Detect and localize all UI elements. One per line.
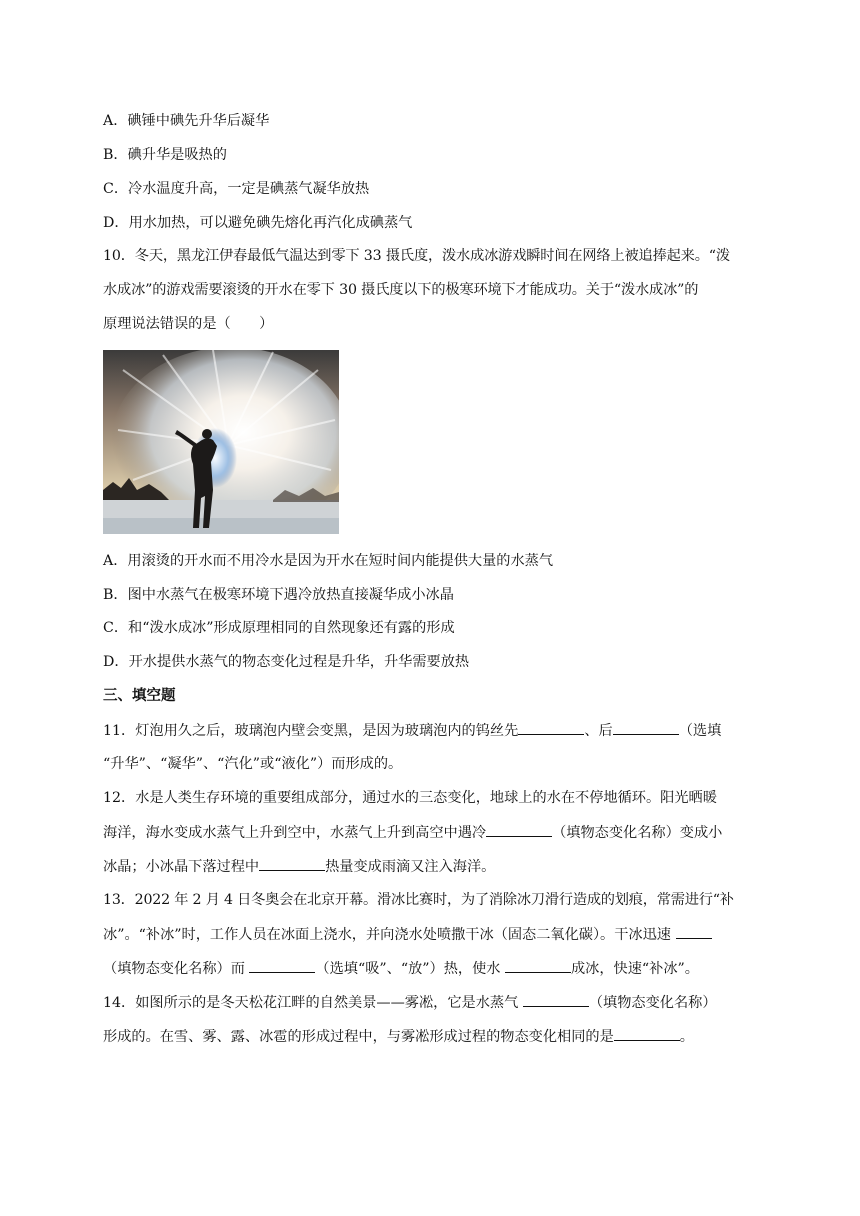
q12-line3 xyxy=(103,856,495,877)
q13-line3 xyxy=(103,958,699,979)
q11-line1 xyxy=(103,720,721,741)
q10-option-c: C．和“泼水成冰”形成原理相同的自然现象还有露的形成 xyxy=(103,620,455,636)
splash-ice-photo xyxy=(103,350,339,534)
q14-line1 xyxy=(103,992,717,1013)
q10-option-b: B．图中水蒸气在极寒环境下遇冷放热直接凝华成小冰晶 xyxy=(103,587,454,603)
splash-ice-photo-image xyxy=(103,350,339,534)
q12-blank-2[interactable] xyxy=(259,856,325,871)
q14-text-2: （填物态变化名称） xyxy=(588,995,717,1011)
q11-text-1: 11．灯泡用久之后，玻璃泡内壁会变黑，是因为玻璃泡内的钨丝先 xyxy=(103,723,519,739)
q12-text-4: 热量变成雨滴又注入海洋。 xyxy=(325,859,496,875)
q9-option-d: D．用水加热，可以避免碘先熔化再汽化成碘蒸气 xyxy=(103,215,413,231)
q10-option-d: D．开水提供水蒸气的物态变化过程是升华，升华需要放热 xyxy=(103,654,470,670)
q11-blank-1[interactable] xyxy=(518,720,584,735)
q14-line2 xyxy=(103,1026,694,1047)
q12-line2 xyxy=(103,822,722,843)
q13-line2 xyxy=(103,924,712,945)
q13-text-3: （选填“吸”、“放”）热，使水 xyxy=(315,961,505,977)
q14-blank-2[interactable] xyxy=(614,1026,680,1041)
q14-text-3: 形成的。在雪、雾、露、冰雹的形成过程中，与雾凇形成过程的物态变化相同的是 xyxy=(103,1029,614,1045)
q14-blank-1[interactable] xyxy=(523,992,589,1007)
q12-text-1: 海洋，海水变成水蒸气上升到空中，水蒸气上升到高空中遇冷 xyxy=(103,825,487,841)
q13-text-2: （填物态变化名称）而 xyxy=(103,961,250,977)
q13-blank-2[interactable] xyxy=(249,958,315,973)
q12-text-2: （填物态变化名称）变成小 xyxy=(552,825,723,841)
q11-text-2: 、后 xyxy=(584,723,613,739)
q10-stem-line1: 10．冬天，黑龙江伊春最低气温达到零下 33 摄氏度，泼水成冰游戏瞬时间在网络上被追捧起来。“泼 xyxy=(103,248,730,264)
q10-stem-line3: 原理说法错误的是（ ） xyxy=(103,316,274,332)
q13-line1: 13．2022 年 2 月 4 日冬奥会在北京开幕。滑冰比赛时，为了消除冰刀滑行造成的划痕，常需进行“补 xyxy=(103,892,734,908)
q13-blank-3[interactable] xyxy=(505,958,571,973)
q13-blank-1[interactable] xyxy=(676,924,712,939)
q9-option-b: B．碘升华是吸热的 xyxy=(103,147,227,163)
q11-text-3: （选填 xyxy=(678,723,722,739)
q13-text-4: 成冰，快速“补冰”。 xyxy=(570,961,699,977)
q14-text-1: 14．如图所示的是冬天松花江畔的自然美景——雾凇，它是水蒸气 xyxy=(103,995,523,1011)
section-title-fill-in: 三、填空题 xyxy=(103,688,176,704)
q10-option-a: A．用滚烫的开水而不用冷水是因为开水在短时间内能提供大量的水蒸气 xyxy=(103,553,554,569)
q12-blank-1[interactable] xyxy=(486,822,552,837)
q10-stem-line2: 水成冰”的游戏需要滚烫的开水在零下 30 摄氏度以下的极寒环境下才能成功。关于“泼水成冰”的 xyxy=(103,282,699,298)
q14-text-4: 。 xyxy=(679,1029,694,1045)
q11-line2: “升华”、“凝华”、“汽化”或“液化”）而形成的。 xyxy=(103,756,403,772)
q9-option-c: C．冷水温度升高，一定是碘蒸气凝华放热 xyxy=(103,181,370,197)
q12-line1: 12．水是人类生存环境的重要组成部分，通过水的三态变化，地球上的水在不停地循环。阳光晒暖 xyxy=(103,790,717,806)
q11-blank-2[interactable] xyxy=(613,720,679,735)
q13-text-1: 冰”。“补冰”时，工作人员在冰面上浇水，并向浇水处喷撒干冰（固态二氧化碳）。干冰迅速 xyxy=(103,927,676,943)
q9-option-a: A．碘锤中碘先升华后凝华 xyxy=(103,113,270,129)
q12-text-3: 冰晶；小冰晶下落过程中 xyxy=(103,859,260,875)
